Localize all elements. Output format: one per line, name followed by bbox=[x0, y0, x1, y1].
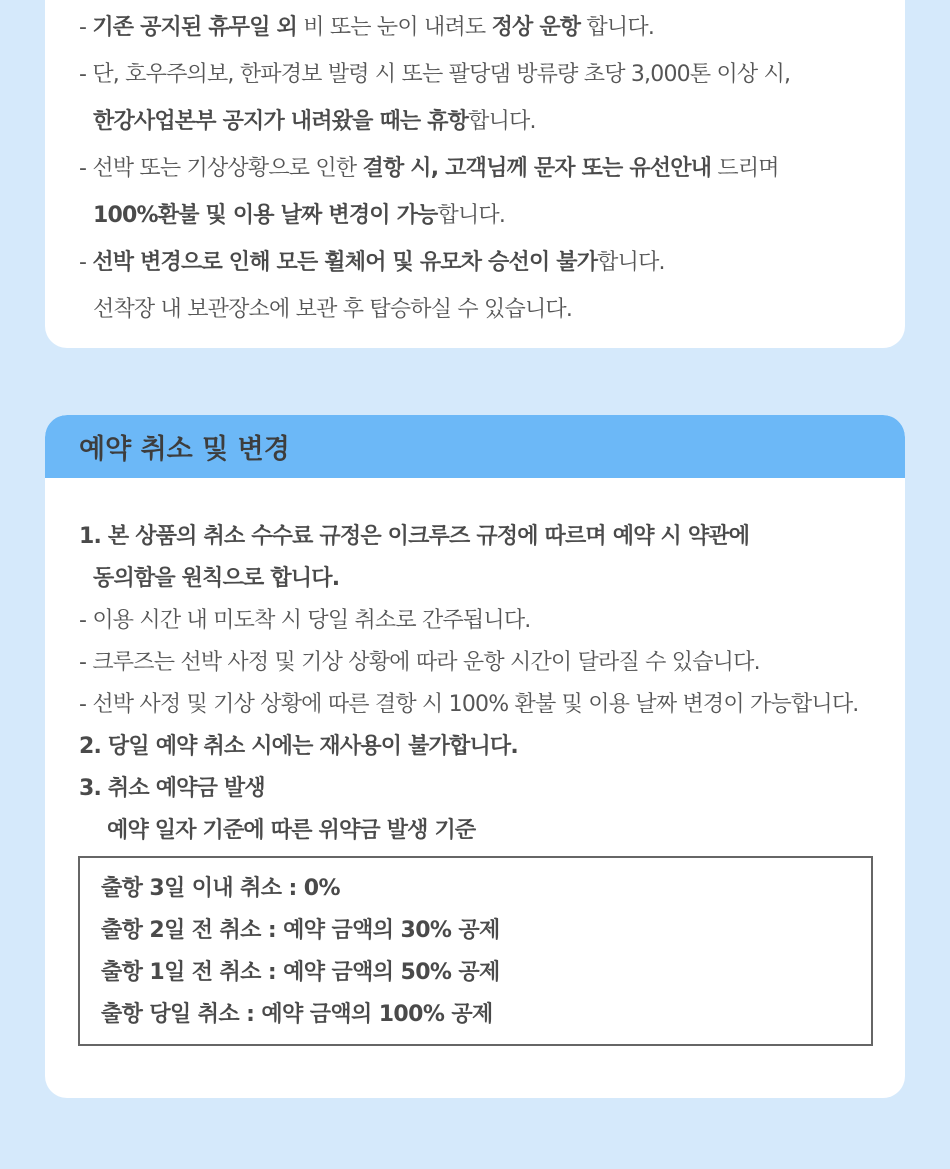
section-title: 예약 취소 및 변경 bbox=[45, 415, 905, 478]
notice-line-6: - 선박 변경으로 인해 모든 휠체어 및 유모차 승선이 불가합니다. bbox=[79, 250, 665, 275]
notice-line-4: - 선박 또는 기상상황으로 인한 결항 시, 고객님께 문자 또는 유선안내 드리며 bbox=[79, 156, 779, 181]
notice-line-5: 100%환불 및 이용 날짜 변경이 가능합니다. bbox=[93, 203, 506, 228]
emphasis: 기존 공지된 휴무일 외 bbox=[92, 15, 297, 40]
emphasis: 한강사업본부 공지가 내려왔을 때는 휴항 bbox=[93, 109, 469, 134]
notice-card bbox=[45, 0, 905, 348]
cancel-line-8: 예약 일자 기준에 따른 위약금 발생 기준 bbox=[107, 818, 476, 843]
notice-line-7: 선착장 내 보관장소에 보관 후 탑승하실 수 있습니다. bbox=[93, 297, 573, 322]
cancel-line-7: 3. 취소 예약금 발생 bbox=[79, 776, 265, 801]
fee-table bbox=[78, 856, 873, 1046]
emphasis: 결항 시, 고객님께 문자 또는 유선안내 bbox=[362, 156, 712, 181]
emphasis: 정상 운항 bbox=[491, 15, 581, 40]
fee-row: 출항 1일 전 취소 : 예약 금액의 50% 공제 bbox=[101, 960, 500, 985]
fee-row: 출항 2일 전 취소 : 예약 금액의 30% 공제 bbox=[101, 918, 500, 943]
notice-line-3: 한강사업본부 공지가 내려왔을 때는 휴항합니다. bbox=[93, 109, 536, 134]
fee-row: 출항 3일 이내 취소 : 0% bbox=[101, 876, 340, 901]
notice-line-1: - 기존 공지된 휴무일 외 비 또는 눈이 내려도 정상 운항 합니다. bbox=[79, 15, 655, 40]
cancel-line-2: 동의함을 원칙으로 합니다. bbox=[93, 566, 340, 591]
emphasis: 100%환불 및 이용 날짜 변경이 가능 bbox=[93, 203, 438, 228]
fee-row: 출항 당일 취소 : 예약 금액의 100% 공제 bbox=[101, 1002, 493, 1027]
emphasis: 선박 변경으로 인해 모든 휠체어 및 유모차 승선이 불가 bbox=[92, 250, 598, 275]
cancel-line-6: 2. 당일 예약 취소 시에는 재사용이 불가합니다. bbox=[79, 734, 518, 759]
cancel-line-1: 1. 본 상품의 취소 수수료 규정은 이크루즈 규정에 따르며 예약 시 약관에 bbox=[79, 524, 750, 549]
cancel-line-5: - 선박 사정 및 기상 상황에 따른 결항 시 100% 환불 및 이용 날짜 변경이 가능합니다. bbox=[79, 692, 859, 717]
cancel-line-4: - 크루즈는 선박 사정 및 기상 상황에 따라 운항 시간이 달라질 수 있습니다. bbox=[79, 650, 760, 675]
cancel-line-3: - 이용 시간 내 미도착 시 당일 취소로 간주됩니다. bbox=[79, 608, 531, 633]
notice-line-2: - 단, 호우주의보, 한파경보 발령 시 또는 팔당댐 방류량 초당 3,000톤 이상 시, bbox=[79, 62, 791, 87]
cancel-card bbox=[45, 415, 905, 1098]
